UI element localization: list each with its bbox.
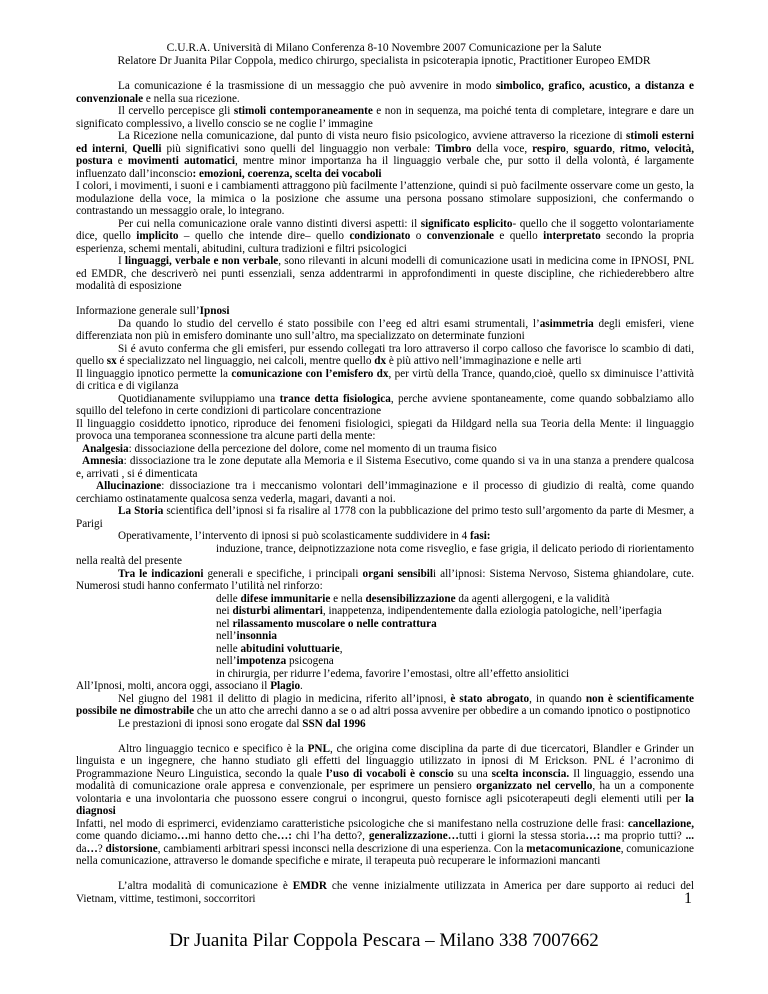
- text-run: Il linguaggio, essendo una modalità di comunicazione orale appresa e convenzionale, per esprimere un pensiero: [76, 767, 694, 792]
- bold-text: EMDR: [292, 880, 327, 892]
- bold-text: è stato abrogato: [450, 692, 530, 705]
- bold-text: abitudini voluttuarie: [240, 642, 340, 655]
- blank-line: [76, 293, 694, 306]
- text-run: da: [76, 842, 87, 855]
- text-run: , ha un a componente volontaria e una involontaria che puossono essere congrui o incongrui, questo fornisce agli psicoterapeuti degli elementi utili per: [76, 780, 695, 805]
- text-run: delle: [216, 592, 241, 605]
- bold-text: Amnesia: [82, 455, 124, 467]
- paragraph: [76, 343, 694, 368]
- text-run: nelle: [216, 642, 241, 655]
- text-run: I: [118, 255, 125, 267]
- bold-text: non è scientificamente possibile ne dimostrabile: [76, 692, 695, 717]
- paragraph: [76, 718, 694, 731]
- text-run: I colori, i movimenti, i suoni e i cambiamenti attraggono più facilmente l’attenzione, quindi si può facilmente osservare come un gesto, la modulazione della voce, la mimica o la posizione che assume una persona possano stimolare supposizioni, che confermando o contrastando un messaggio orale, lo integrano.: [76, 180, 694, 217]
- header-line-1: C.U.R.A. Università di Milano Conferenza 8-10 Novembre 2007 Comunicazione per la Salute: [166, 42, 602, 54]
- bold-text: stimoli contemporaneamente: [233, 105, 373, 117]
- bold-text: distorsione: [105, 842, 158, 855]
- text-run: – quello che intende dire– quello: [178, 230, 350, 242]
- paragraph: [76, 693, 694, 718]
- text-run: Da quando lo studio del cervello é stato possibile con l’eeg ed altri esami strumentali, l’: [118, 317, 540, 330]
- text-run: tutti i giorni la stessa storia: [458, 830, 586, 842]
- text-run: Il linguaggio ipnotico permette la: [76, 367, 232, 380]
- bold-text: asimmetria: [539, 317, 594, 330]
- bold-text: Allucinazione: [96, 480, 162, 492]
- text-run: Le prestazioni di ipnosi sono erogate dal: [118, 717, 303, 730]
- bold-text: implicito: [136, 230, 179, 242]
- bold-text: Analgesia: [82, 442, 129, 455]
- text-run: è più attivo nell’immaginazione e nelle arti: [386, 355, 582, 367]
- paragraph: [76, 743, 694, 818]
- paragraph: [76, 880, 694, 905]
- bold-text: scelta inconscia.: [491, 767, 570, 780]
- text-run: , sono rilevanti in alcuni modelli di comunicazione usati in medicina come in IPNOSI, PNL ed EMDR, che descriverò nei punti essenziali, senza addentrarmi in approfondimenti in queste discipline, che richiederebbero altre modalità di esposizione: [76, 255, 695, 292]
- paragraph: [76, 418, 694, 443]
- bold-text: : emozioni, coerenza, scelta dei vocaboli: [192, 167, 382, 180]
- bold-text: la diagnosi: [76, 792, 694, 817]
- text-run: , in quando: [529, 692, 586, 705]
- bold-text: rilassamento muscolare o nelle contrattura: [232, 617, 437, 630]
- page-number: 1: [684, 890, 692, 907]
- text-run: L’altra modalità di comunicazione è: [118, 880, 293, 892]
- text-run: : dissociazione tra i meccanismo volontari dell’immaginazione e il processo di giudizio di realtà, come quando cerchiamo ostinatamente qualcosa senza vederla, magari, davanti a noi.: [76, 480, 694, 505]
- text-run: Il cervello percepisce gli: [118, 105, 234, 117]
- bold-text: PNL: [307, 742, 330, 755]
- paragraph: [76, 680, 694, 693]
- bold-text: movimenti automatici: [127, 155, 235, 167]
- bold-text: difese immunitarie: [240, 592, 331, 605]
- text-run: da agenti allergogeni, e la validità: [455, 592, 610, 605]
- bold-text: dx: [374, 355, 387, 367]
- paragraph: [76, 105, 694, 130]
- paragraph: [76, 643, 694, 656]
- text-run: , comunicazione nella comunicazione, attraverso le domande specifiche e mirate, il terapeuta può recuperare le informazioni mancanti: [76, 842, 695, 867]
- bold-text: fasi:: [470, 530, 491, 542]
- text-run: generali e specifiche, i principali: [203, 567, 363, 580]
- text-run: Nel giugno del 1981 il delitto di plagio in medicina, riferito all’ipnosi,: [118, 692, 451, 705]
- text-run: All’Ipnosi, molti, ancora oggi, associano il: [76, 680, 271, 692]
- paragraph: [76, 180, 694, 218]
- bold-text: Timbro: [435, 142, 472, 155]
- text-run: nell’: [216, 630, 237, 642]
- text-run: induzione, trance, deipnotizzazione nota come risveglio, e fase grigia, il delicato periodo di riorientamento nella realtà del presente: [76, 542, 694, 567]
- text-run: nell’: [216, 655, 237, 667]
- text-run: é specializzato nel linguaggio, nei calcoli, mentre quello: [116, 355, 375, 367]
- text-run: ?: [97, 842, 106, 855]
- text-run: Operativamente, l’intervento di ipnosi si può scolasticamente suddividere in 4: [118, 530, 471, 542]
- text-run: Si é avuto conferma che gli emisferi, pur essendo collegati tra loro attraverso il corpo calloso che favorisce lo scambio di dati, quello: [76, 342, 694, 367]
- paragraph: [76, 318, 694, 343]
- text-run: in chirurgia, per ridurre l’edema, favorire l’emostasi, oltre all’effetto ansiolitici: [216, 667, 570, 680]
- bold-text: desensibilizzazione: [365, 592, 456, 605]
- text-run: ,: [565, 142, 574, 155]
- text-run: ,: [339, 642, 343, 655]
- text-run: - quello che il soggetto volontariamente dice, quello: [76, 217, 695, 242]
- text-run: : dissociazione della percezione del dolore, come nel momento di un trauma fisico: [128, 442, 497, 455]
- text-run: Infatti, nel modo di esprimerci, evidenziamo caratteristiche psicologiche che si manifestano nella costruzione delle frasi:: [76, 817, 628, 830]
- paragraph: [76, 655, 694, 668]
- text-run: che un atto che arrechi danno a se o ad altri possa avvenire per obbedire a un comando ipnotico o postipnotico: [194, 705, 691, 717]
- text-run: e quello: [493, 230, 544, 242]
- text-run: e: [112, 155, 128, 167]
- text-run: nel: [216, 617, 233, 630]
- paragraph: [76, 80, 694, 105]
- text-run: , che origina come disciplina da parte di due ticercatori, Blandler e Grinder un linguista e un ingegnere, che hanno studiato gli effetti del linguaggio utilizzato in ipnosi di M Erickson. PNL é l’acronimo di Programmazione Neuro Linguistica, secondo la quale: [76, 742, 694, 780]
- paragraph: [76, 530, 694, 543]
- bold-text: impotenza: [236, 655, 287, 667]
- text-run: ,: [124, 142, 133, 155]
- text-run: , cambiamenti arbitrari spessi inconsci nella descrizione di una esperienza. Con la: [157, 842, 527, 855]
- bold-text: …: [86, 842, 98, 855]
- bold-text: generalizzazione…: [368, 830, 459, 842]
- bold-text: condizionato: [349, 230, 411, 242]
- bold-text: organi sensibil: [362, 567, 434, 580]
- paragraph: [76, 305, 694, 318]
- bold-text: Ipnosi: [199, 305, 230, 317]
- text-run: scientifica dell’ipnosi si fa risalire al 1778 con la pubblicazione del primo testo sull’argomento da parte di Mesmer, a Parigi: [76, 505, 694, 530]
- paragraph: [76, 543, 694, 568]
- footer: Dr Juanita Pilar Coppola Pescara – Milano 338 7007662: [169, 930, 599, 951]
- text-run: mi hanno detto che: [188, 830, 278, 842]
- bold-text: …:: [585, 830, 601, 842]
- text-run: ,: [612, 142, 621, 155]
- text-run: , perche avviene spontaneamente, come quando sobbalziamo allo squillo del telefono in certe condizioni di particolare concentrazione: [76, 392, 695, 417]
- text-run: secondo la propria esperienza, schemi mentali, abitudini, cultura tradizioni e filtri psicologici: [76, 230, 695, 255]
- text-run: nei: [216, 605, 233, 617]
- bold-text: sguardo: [573, 142, 613, 155]
- paragraph: [76, 605, 694, 618]
- paragraph: [76, 480, 694, 505]
- bold-text: interpretato: [543, 230, 601, 242]
- document-body: [76, 80, 694, 905]
- bold-text: respiro: [532, 142, 566, 155]
- paragraph: [76, 618, 694, 631]
- paragraph: [76, 255, 694, 293]
- text-run: e non in sequenza, ma poiché tenta di completare, integrare e dare un significato complessivo, a livello conscio se ne coglie l’ immagine: [76, 105, 695, 130]
- bold-text: insonnia: [236, 630, 277, 642]
- bold-text: convenzionale: [426, 230, 494, 242]
- text-run: psicogena: [286, 655, 334, 667]
- bold-text: ...: [685, 830, 695, 842]
- paragraph: [76, 568, 694, 593]
- bold-text: simbolico, grafico, acustico, a distanza e convenzionale: [76, 80, 694, 105]
- text-run: degli emisferi, viene differenziata non più in emisfero dominante uno sull’altro, ma specializzato on determinate funzioni: [76, 317, 694, 342]
- bold-text: …: [177, 830, 189, 842]
- bold-text: La Storia: [118, 505, 164, 517]
- text-run: che venne inizialmente utilizzata in America per dare supporto ai reduci del Vietnam, vittime, testimoni, soccorritori: [76, 880, 694, 905]
- text-run: i all’ipnosi: Sistema Nervoso, Sistema ghiandolare, cute. Numerosi studi hanno confermato l’utilità nel rinforzo:: [76, 567, 695, 592]
- text-run: e nella sua ricezione.: [143, 92, 240, 105]
- text-run: La Ricezione nella comunicazione, dal punto di vista neuro fisio psicologico, avviene attraverso la ricezione di: [118, 130, 626, 142]
- header-line-2: Relatore Dr Juanita Pilar Coppola, medico chirurgo, specialista in psicoterapia ipnotic, Practitioner Europeo EMDR: [117, 55, 651, 67]
- bold-text: comunicazione con l’emisfero dx: [231, 367, 389, 380]
- text-run: , mentre minor importanza ha il linguaggio verbale che, pur sotto il della volontà, é largamente influenzato dall’inconscio: [76, 155, 694, 180]
- text-run: Altro linguaggio tecnico e specifico è la: [118, 742, 308, 755]
- bold-text: stimoli esterni ed interni: [76, 130, 694, 155]
- paragraph: [76, 443, 694, 456]
- text-run: Per cui nella comunicazione orale vanno distinti diversi aspetti: il: [118, 217, 421, 230]
- text-run: Quotidianamente sviluppiamo una: [118, 392, 280, 405]
- blank-line: [76, 730, 694, 743]
- bold-text: disturbi alimentari: [232, 605, 323, 617]
- text-run: .: [300, 680, 303, 692]
- text-run: chi l’ha detto?,: [291, 830, 369, 842]
- bold-text: linguaggi, verbale e non verbale: [124, 255, 279, 267]
- text-run: della voce,: [471, 142, 533, 155]
- text-run: e nella: [330, 592, 366, 605]
- text-run: o: [410, 230, 427, 242]
- text-run: ma proprio tutti?: [600, 830, 686, 842]
- text-run: La comunicazione é la trasmissione di un messaggio che può avvenire in modo: [118, 80, 496, 92]
- bold-text: Quelli: [132, 142, 162, 155]
- text-run: Informazione generale sull’: [76, 305, 200, 317]
- bold-text: metacomunicazione: [526, 842, 621, 855]
- bold-text: Tra le indicazioni: [118, 567, 204, 580]
- paragraph: [76, 393, 694, 418]
- paragraph: [76, 218, 694, 256]
- text-run: come quando diciamo: [76, 830, 178, 842]
- paragraph: [76, 818, 694, 868]
- paragraph: [76, 630, 694, 643]
- paragraph: [76, 130, 694, 180]
- paragraph: [76, 593, 694, 606]
- bold-text: cancellazione,: [627, 817, 694, 830]
- text-run: Il linguaggio cosiddetto ipnotico, riproduce dei fenomeni fisiologici, spiegati da Hildgard nella sua Teoria della Mente: il linguaggio provoca una temporanea sconnessione tra alcune parti della mente:: [76, 417, 694, 442]
- bold-text: significato esplicito: [420, 217, 513, 230]
- text-run: , per virtù della Trance, quando,cioè, quello sx diminuisce l’attività di critica e di vigilanza: [76, 367, 695, 392]
- paragraph: [76, 505, 694, 530]
- bold-text: sx: [106, 355, 117, 367]
- text-run: , inappetenza, indipendentemente dalla eziologia patologiche, nell’iperfagia: [322, 605, 662, 617]
- paragraph: [76, 668, 694, 681]
- bold-text: organizzato nel cervello: [476, 780, 593, 792]
- bold-text: trance detta fisiologica: [279, 392, 391, 405]
- blank-line: [76, 868, 694, 881]
- paragraph: [76, 368, 694, 393]
- bold-text: Plagio: [270, 680, 301, 692]
- bold-text: ritmo, velocità, postura: [76, 142, 695, 167]
- text-run: più significativi sono quelli del linguaggio non verbale:: [161, 142, 436, 155]
- text-run: su una: [453, 767, 492, 780]
- paragraph: [76, 455, 694, 480]
- bold-text: …:: [277, 830, 292, 842]
- bold-text: l’uso di vocaboli è conscio: [326, 767, 454, 780]
- bold-text: SSN dal 1996: [302, 717, 366, 730]
- text-run: : dissociazione tra le zone deputate alla Memoria e il Sistema Esecutivo, come quando si va in una stanza a prendere qualcosa e, arrivati , si é dimenticata: [76, 455, 694, 480]
